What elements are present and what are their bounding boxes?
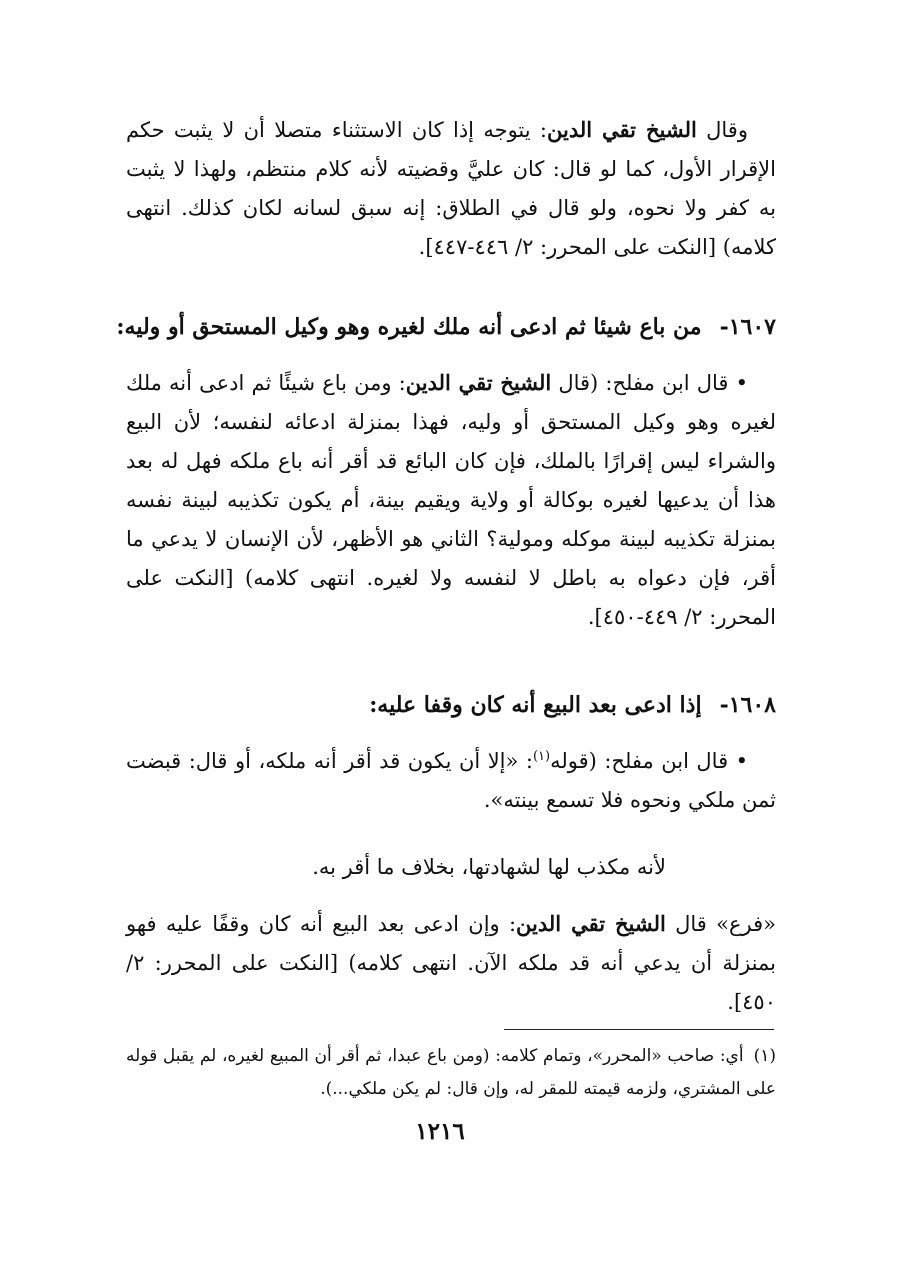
footnote-separator (504, 1029, 774, 1030)
paragraph-4 (126, 848, 776, 887)
footnote-reference[interactable]: (١) (532, 749, 551, 764)
paragraph-4-text: لأنه مكذب لها لشهادتها، بخلاف ما أقر به. (312, 855, 666, 879)
author-name: الشيخ تقي الدين (405, 370, 552, 395)
footnote (126, 1040, 776, 1106)
paragraph-1-text: : يتوجه إذا كان الاستثناء متصلا أن لا يثبت حكم الإقرار الأول، كما لو قال: كان عليَّ وقضيته لأنه كلام منتظم، ولهذا لا يثبت به كفر ولا نحوه، ولو قال في الطلاق: إنه سبق لسانه لكان كذلك. انتهى كلامه) [النكت على المحرر: ٢/ ٤٤٦-٤٤٧]. (126, 118, 776, 259)
section-heading-1608 (116, 685, 776, 725)
section-number: ١٦٠٨- (719, 692, 776, 718)
paragraph-3-lead: • قال ابن مفلح: (قوله (550, 749, 749, 773)
paragraph-2-lead: • قال ابن مفلح: (قال (551, 371, 748, 395)
section-heading-1607 (116, 307, 776, 347)
section-title: من باع شيئا ثم ادعى أنه ملك لغيره وهو وكيل المستحق أو وليه: (116, 314, 702, 340)
page-number: ١٢١٦ (415, 1118, 465, 1145)
paragraph-5 (126, 904, 776, 1022)
paragraph-3 (126, 742, 776, 820)
author-name: الشيخ تقي الدين (516, 911, 666, 936)
footnote-text: أي: صاحب «المحرر»، وتمام كلامه: (ومن باع عبدا، ثم أقر أن المبيع لغيره، لم يقبل قوله على المشتري، ولزمه قيمته للمقر له، وإن قال: لم يكن ملكي...). (126, 1046, 776, 1099)
paragraph-1 (126, 110, 776, 267)
paragraph-1-lead: وقال (696, 118, 748, 142)
footnote-marker: (١) (753, 1046, 776, 1066)
author-name: الشيخ تقي الدين (547, 117, 697, 142)
section-title: إذا ادعى بعد البيع أنه كان وقفا عليه: (369, 692, 702, 718)
paragraph-2 (126, 363, 776, 637)
paragraph-3-text: : «إلا أن يكون قد أقر أنه ملكه، أو قال: قبضت ثمن ملكي ونحوه فلا تسمع بينته». (126, 749, 776, 812)
paragraph-5-text: : وإن ادعى بعد البيع أنه كان وقفًا عليه فهو بمنزلة أن يدعي أنه قد ملكه الآن. انتهى كلامه) [النكت على المحرر: ٢/ ٤٥٠]. (126, 912, 776, 1014)
paragraph-5-lead: «فرع» قال (665, 912, 776, 936)
section-number: ١٦٠٧- (719, 314, 776, 340)
paragraph-2-text: : ومن باع شيئًا ثم ادعى أنه ملك لغيره وهو وكيل المستحق أو وليه، فهذا بمنزلة ادعائه لنفسه؛ لأن البيع والشراء ليس إقرارًا بالملك، فإن كان البائع قد أقر أنه باع ملكه فهل له بعد هذا أن يدعيها لغيره بوكالة أو ولاية ويقيم بينة، أم يكون تكذيبه لبينة نفسه بمنزلة تكذيبه لبينة موكله ومولية؟ الثاني هو الأظهر، لأن الإنسان لا يدعي ما أقر، فإن دعواه به باطل لا لنفسه ولا لغيره. انتهى كلامه) [النكت على المحرر: ٢/ ٤٤٩-٤٥٠]. (126, 371, 776, 629)
